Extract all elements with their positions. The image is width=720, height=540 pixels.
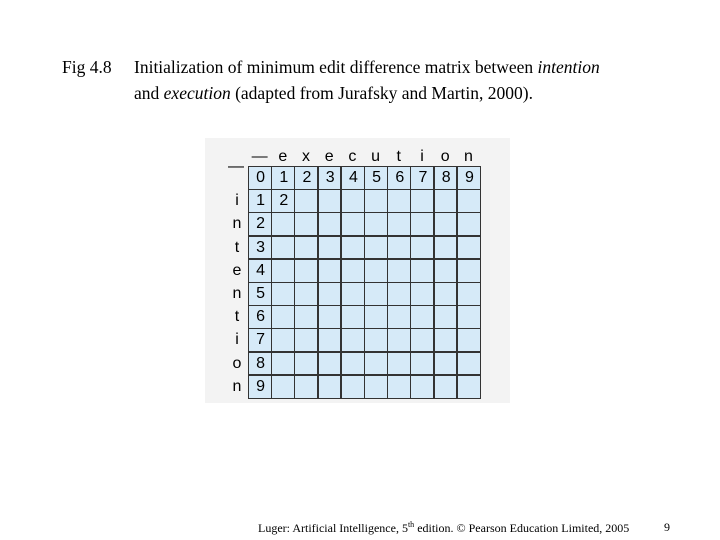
row-header-empty: — [228, 158, 244, 175]
column-header: o [440, 148, 450, 165]
matrix-cell-col0: 7 [256, 331, 266, 349]
figure-number: Fig 4.8 [62, 57, 112, 77]
column-header: t [396, 148, 401, 165]
footer-citation: Luger: Artificial Intelligence, 5th edition. © Pearson Education Limited, 2005 [258, 520, 630, 535]
column-header: i [420, 148, 424, 165]
edit-distance-matrix [205, 138, 510, 403]
matrix-cell-row0: 4 [348, 169, 358, 186]
column-header: u [371, 148, 381, 165]
column-header: x [301, 148, 310, 165]
column-header: c [348, 148, 357, 165]
grid-vertical-line [340, 167, 341, 399]
matrix-cell-row0: 3 [325, 169, 335, 186]
grid-vertical-line [364, 167, 365, 399]
grid-horizontal-line [249, 305, 481, 306]
row-header: t [234, 308, 240, 326]
grid-horizontal-line [249, 212, 481, 213]
grid-vertical-line [387, 167, 388, 399]
matrix-cell-col0: 8 [256, 354, 266, 372]
grid-horizontal-line [249, 235, 481, 236]
row-header: n [232, 377, 242, 395]
row-header: n [232, 215, 242, 233]
grid-vertical-line [294, 167, 295, 399]
column-header: e [324, 148, 334, 165]
matrix-cell-filled: 2 [279, 192, 289, 210]
row-header: o [232, 354, 242, 372]
matrix-cell-row0: 6 [395, 169, 405, 186]
grid-horizontal-line [249, 282, 481, 283]
matrix-cell-row0: 0 [256, 169, 266, 186]
grid-horizontal-line [249, 351, 481, 352]
grid-vertical-line [456, 167, 457, 399]
row-header: e [232, 261, 242, 279]
matrix-cell-col0: 9 [256, 377, 266, 395]
matrix-cell-row0: 8 [441, 169, 451, 186]
grid-vertical-line [271, 167, 272, 399]
grid-horizontal-line [249, 189, 481, 190]
matrix-cell-col0: 2 [256, 215, 266, 233]
grid-horizontal-line [249, 374, 481, 375]
column-header-empty: — [251, 148, 268, 165]
matrix-cell-row0: 1 [279, 169, 289, 186]
caption-line-1: Initialization of minimum edit difference matrix between intention [134, 57, 600, 77]
matrix-cell-col0: 3 [256, 238, 266, 256]
column-header: e [278, 148, 288, 165]
row-header: t [234, 238, 240, 256]
matrix-cell-col0: 6 [256, 308, 266, 326]
matrix-cell-row0: 9 [464, 169, 474, 186]
matrix-cell-col0: 4 [256, 261, 266, 279]
row-header: n [232, 285, 242, 302]
matrix-grid [248, 166, 481, 399]
matrix-cell-row0: 5 [372, 169, 382, 186]
matrix-cell-col0: 5 [256, 285, 266, 302]
grid-vertical-line [317, 167, 318, 399]
grid-horizontal-line [249, 328, 481, 329]
grid-vertical-line [480, 167, 481, 399]
page-number: 9 [664, 520, 670, 534]
matrix-cell-row0: 7 [418, 169, 428, 186]
column-header: n [463, 148, 473, 165]
grid-horizontal-line [249, 398, 481, 399]
matrix-cell-row0: 2 [302, 169, 312, 186]
caption-line-2: and execution (adapted from Jurafsky and Martin, 2000). [134, 83, 533, 103]
grid-vertical-line [433, 167, 434, 399]
row-header: i [235, 331, 239, 349]
matrix-cell-col0: 1 [256, 192, 266, 210]
grid-vertical-line [410, 167, 411, 399]
grid-horizontal-line [249, 258, 481, 259]
row-header: i [235, 192, 239, 210]
